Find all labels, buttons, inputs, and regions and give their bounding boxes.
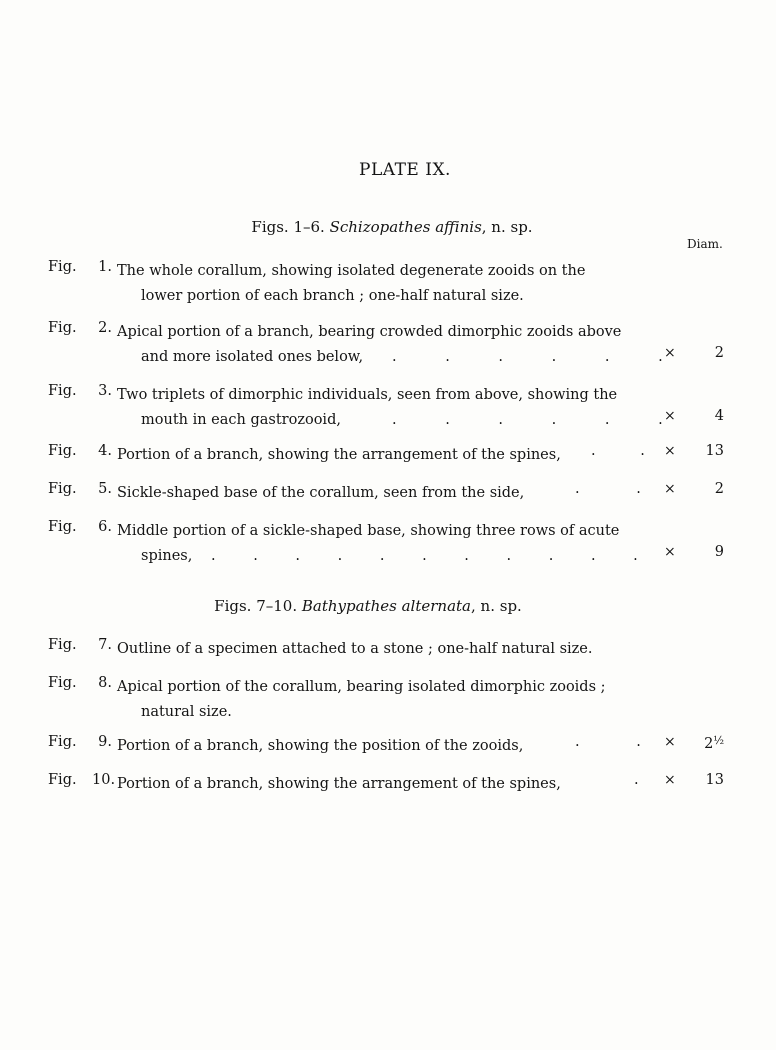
figure-entry-2 <box>0 320 776 370</box>
fig-label: Fig. <box>48 443 77 459</box>
fig-number: 7. <box>98 637 112 653</box>
fig-number: 4. <box>98 443 112 459</box>
magnification-times: × <box>664 544 676 560</box>
magnification-times: × <box>664 345 676 361</box>
leader-dots: . . <box>591 443 645 459</box>
fig-caption-line1: Outline of a specimen attached to a stone ; one-half natural size. <box>117 641 593 657</box>
section-heading-2 <box>0 597 756 615</box>
fig-caption-line1: Middle portion of a sickle-shaped base, showing three rows of acute <box>117 523 620 539</box>
fig-number: 6. <box>98 519 112 535</box>
magnification-value <box>690 734 724 752</box>
magnification-times: × <box>664 734 676 750</box>
fig-label: Fig. <box>48 675 77 691</box>
fig-label: Fig. <box>48 519 77 535</box>
leader-dots: . . . . . . <box>392 349 663 365</box>
fig-caption-line2: mouth in each gastrozooid, <box>141 412 341 428</box>
leader-dots: . . <box>575 481 641 497</box>
magnification-times: × <box>664 481 676 497</box>
fig-number: 5. <box>98 481 112 497</box>
magnification-times: × <box>664 772 676 788</box>
leader-dots: . . . . . . . . . . . <box>211 548 638 564</box>
fig-caption-line1: Apical portion of a branch, bearing crowded dimorphic zooids above <box>117 324 622 340</box>
section-1-prefix: Figs. 1–6. <box>251 218 325 236</box>
plate-title: PLATE IX. <box>359 160 451 180</box>
section-heading-1 <box>4 218 776 236</box>
fig-caption-line2: and more isolated ones below, <box>141 349 364 365</box>
figure-entry-3 <box>0 383 776 433</box>
section-2-prefix: Figs. 7–10. <box>214 597 298 615</box>
fig-caption-line1: Portion of a branch, showing the arrangement of the spines, <box>117 776 561 792</box>
magnification-value: 13 <box>705 443 724 459</box>
fig-label: Fig. <box>48 481 77 497</box>
fig-number: 8. <box>98 675 112 691</box>
leader-dots: . . <box>575 734 641 750</box>
section-2-suffix: , n. sp. <box>471 597 522 615</box>
section-2-species: Bathypathes alternata <box>301 597 472 615</box>
fig-caption-line1: Two triplets of dimorphic individuals, seen from above, showing the <box>117 387 618 403</box>
magnification-value: 9 <box>714 544 724 560</box>
figure-entry-8 <box>0 675 776 725</box>
fig-caption-line2: lower portion of each branch ; one-half natural size. <box>141 288 524 304</box>
magnification-value: 2 <box>714 481 724 497</box>
fig-label: Fig. <box>48 734 77 750</box>
magnification-value: 4 <box>714 408 724 424</box>
fig-caption-line2: natural size. <box>141 704 232 720</box>
leader-dots: . <box>634 772 639 788</box>
fig-label: Fig. <box>48 637 77 653</box>
diameter-column-header: Diam. <box>687 237 723 251</box>
fig-caption-line2: spines, <box>141 548 193 564</box>
section-1-suffix: , n. sp. <box>481 218 533 236</box>
section-1-species: Schizopathes affinis <box>329 218 482 236</box>
fig-number: 1. <box>98 259 112 275</box>
fig-number: 2. <box>98 320 112 336</box>
fig-number: 3. <box>98 383 112 399</box>
fig-label: Fig. <box>48 383 77 399</box>
fig-caption-line1: Sickle-shaped base of the corallum, seen from the side, <box>117 485 525 501</box>
fig-caption-line1: Apical portion of the corallum, bearing isolated dimorphic zooids ; <box>117 679 606 695</box>
fig-caption-line1: Portion of a branch, showing the arrangement of the spines, <box>117 447 561 463</box>
figure-entry-10 <box>0 772 776 822</box>
figure-entry-1 <box>0 259 776 309</box>
fig-caption-line1: Portion of a branch, showing the position of the zooids, <box>117 738 524 754</box>
magnification-times: × <box>664 408 676 424</box>
magnification-times: × <box>664 443 676 459</box>
magnification-fraction: ½ <box>713 734 724 747</box>
fig-caption-line1: The whole corallum, showing isolated degenerate zooids on the <box>117 263 586 279</box>
fig-label: Fig. <box>48 259 77 275</box>
figure-entry-6 <box>0 519 776 569</box>
magnification-whole: 2 <box>704 736 714 752</box>
fig-number: 9. <box>98 734 112 750</box>
leader-dots: . . . . . . <box>392 412 663 428</box>
magnification-value: 2 <box>714 345 724 361</box>
magnification-value: 13 <box>705 772 724 788</box>
fig-label: Fig. <box>48 772 77 788</box>
fig-number: 10. <box>92 772 116 788</box>
fig-label: Fig. <box>48 320 77 336</box>
